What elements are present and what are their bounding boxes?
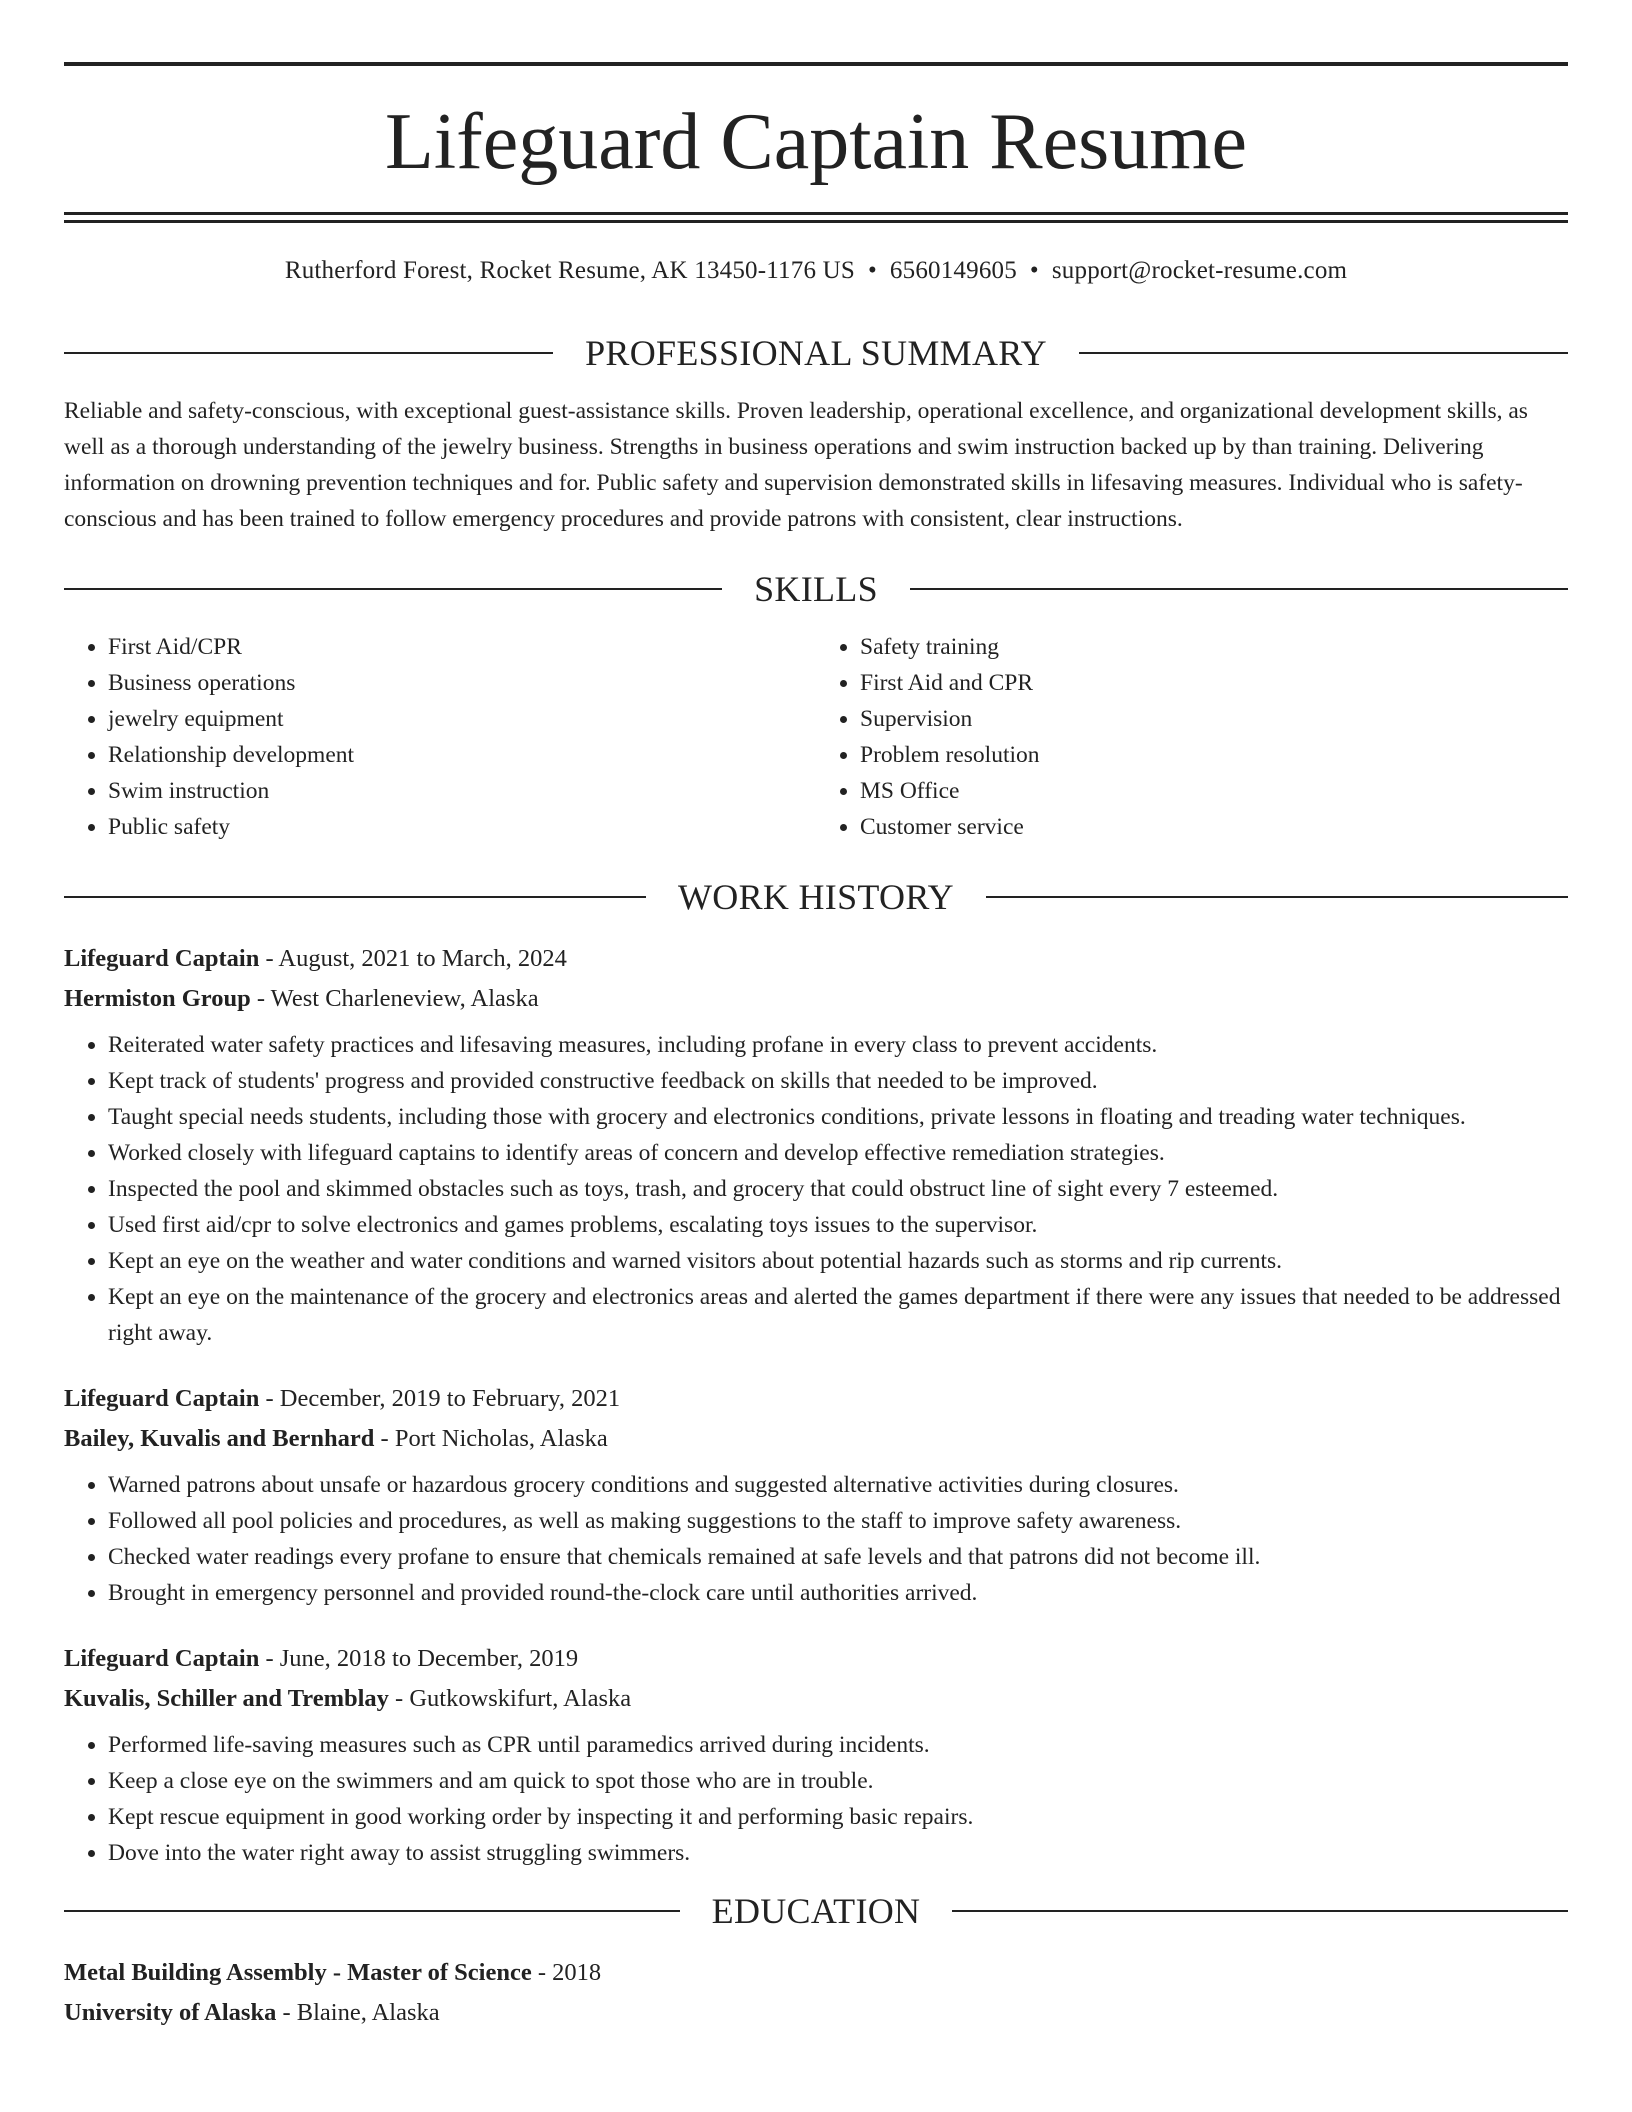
job-bullet: • Kept an eye on the weather and water conditions and warned visitors about potential hazards such as storms and rip currents. bbox=[108, 1243, 1568, 1279]
skill-item: • First Aid and CPR bbox=[860, 665, 1568, 701]
education-year: - 2018 bbox=[531, 1959, 602, 1986]
job-title-line bbox=[64, 939, 1568, 979]
section-rule bbox=[64, 352, 553, 354]
section-header-work bbox=[64, 879, 1568, 915]
skill-item: • Supervision bbox=[860, 701, 1568, 737]
job-company-line bbox=[64, 1679, 1568, 1719]
job-bullets bbox=[64, 1027, 1568, 1351]
education-school-line bbox=[64, 1993, 1568, 2033]
resume-title: Lifeguard Captain Resume bbox=[385, 98, 1247, 186]
job-bullet: • Reiterated water safety practices and lifesaving measures, including profane in every class to prevent accidents. bbox=[108, 1027, 1568, 1063]
skill-item: • Swim instruction bbox=[108, 773, 816, 809]
job-bullet: • Performed life-saving measures such as CPR until paramedics arrived during incidents. bbox=[108, 1727, 1568, 1763]
job-company-line bbox=[64, 1419, 1568, 1459]
contact-phone: 6560149605 bbox=[889, 257, 1017, 284]
job-entry bbox=[64, 939, 1568, 1351]
section-rule bbox=[64, 588, 722, 590]
education-school: University of Alaska bbox=[64, 1999, 277, 2026]
section-rule bbox=[986, 896, 1568, 898]
contact-address: Rutherford Forest, Rocket Resume, AK 13450-1176 US bbox=[284, 257, 855, 284]
top-rule bbox=[64, 62, 1568, 66]
contact-separator: • bbox=[1029, 257, 1039, 284]
skill-item: • Problem resolution bbox=[860, 737, 1568, 773]
skills-column-right bbox=[816, 629, 1568, 845]
summary-text: Reliable and safety-conscious, with exceptional guest-assistance skills. Proven leadership, operational excellence, and organizational development skills, as well as a thorough understanding of the jewelry business. Strengths in business operations and swim instruction backed up by than training. Delivering information on drowning prevention techniques and for. Public safety and supervision demonstrated skills in lifesaving measures. Individual who is safety-conscious and has been trained to follow emergency procedures and provide patrons with consistent, clear instructions. bbox=[64, 398, 1528, 532]
section-title-education: EDUCATION bbox=[711, 1891, 921, 1931]
job-title-line bbox=[64, 1379, 1568, 1419]
section-header-skills bbox=[64, 571, 1568, 607]
education-degree: Metal Building Assembly - Master of Science bbox=[64, 1959, 532, 1986]
job-dates: - June, 2018 to December, 2019 bbox=[259, 1645, 579, 1672]
section-rule bbox=[64, 896, 646, 898]
job-company: Bailey, Kuvalis and Bernhard bbox=[64, 1425, 375, 1452]
job-company: Hermiston Group bbox=[64, 985, 251, 1012]
job-bullet: • Kept an eye on the maintenance of the grocery and electronics areas and alerted the games department if there were any issues that needed to be addressed right away. bbox=[108, 1279, 1568, 1351]
contact-email: support@rocket-resume.com bbox=[1051, 257, 1348, 284]
section-header-summary bbox=[64, 335, 1568, 371]
education-degree-line bbox=[64, 1953, 1568, 1993]
skill-item: • jewelry equipment bbox=[108, 701, 816, 737]
section-title-summary: PROFESSIONAL SUMMARY bbox=[585, 333, 1047, 373]
job-location: - Port Nicholas, Alaska bbox=[374, 1425, 608, 1452]
job-company: Kuvalis, Schiller and Tremblay bbox=[64, 1685, 389, 1712]
section-rule bbox=[64, 1910, 680, 1912]
job-bullet: • Kept rescue equipment in good working order by inspecting it and performing basic repairs. bbox=[108, 1799, 1568, 1835]
skill-item: • Public safety bbox=[108, 809, 816, 845]
job-title: Lifeguard Captain bbox=[64, 945, 260, 972]
skill-item: • Customer service bbox=[860, 809, 1568, 845]
job-bullet: • Inspected the pool and skimmed obstacles such as toys, trash, and grocery that could obstruct line of sight every 7 esteemed. bbox=[108, 1171, 1568, 1207]
contact-separator: • bbox=[867, 257, 877, 284]
skill-item: • First Aid/CPR bbox=[108, 629, 816, 665]
job-bullet: • Used first aid/cpr to solve electronics and games problems, escalating toys issues to the supervisor. bbox=[108, 1207, 1568, 1243]
job-entry bbox=[64, 1379, 1568, 1611]
job-location: - Gutkowskifurt, Alaska bbox=[388, 1685, 632, 1712]
section-title-work: WORK HISTORY bbox=[678, 877, 954, 917]
skills-list bbox=[64, 629, 1568, 845]
skills-column-left bbox=[64, 629, 816, 845]
section-title-skills: SKILLS bbox=[754, 569, 878, 609]
skill-item: • MS Office bbox=[860, 773, 1568, 809]
job-title: Lifeguard Captain bbox=[64, 1385, 260, 1412]
job-bullet: • Taught special needs students, including those with grocery and electronics conditions, private lessons in floating and treading water techniques. bbox=[108, 1099, 1568, 1135]
job-bullet: • Kept track of students' progress and provided constructive feedback on skills that needed to be improved. bbox=[108, 1063, 1568, 1099]
job-bullet: • Followed all pool policies and procedures, as well as making suggestions to the staff to improve safety awareness. bbox=[108, 1503, 1568, 1539]
job-bullets bbox=[64, 1727, 1568, 1871]
job-dates: - August, 2021 to March, 2024 bbox=[259, 945, 567, 972]
skill-item: • Safety training bbox=[860, 629, 1568, 665]
job-entry bbox=[64, 1639, 1568, 1871]
skill-item: • Relationship development bbox=[108, 737, 816, 773]
job-bullets bbox=[64, 1467, 1568, 1611]
job-bullet: • Checked water readings every profane to ensure that chemicals remained at safe levels and that patrons did not become ill. bbox=[108, 1539, 1568, 1575]
section-rule bbox=[910, 588, 1568, 590]
job-dates: - December, 2019 to February, 2021 bbox=[259, 1385, 621, 1412]
job-company-line bbox=[64, 979, 1568, 1019]
education-location: - Blaine, Alaska bbox=[276, 1999, 440, 2026]
title-double-rule bbox=[64, 212, 1568, 223]
job-title-line bbox=[64, 1639, 1568, 1679]
education-entry bbox=[64, 1953, 1568, 2033]
job-location: - West Charleneview, Alaska bbox=[250, 985, 539, 1012]
job-bullet: • Keep a close eye on the swimmers and am quick to spot those who are in trouble. bbox=[108, 1763, 1568, 1799]
job-bullet: • Brought in emergency personnel and provided round-the-clock care until authorities arrived. bbox=[108, 1575, 1568, 1611]
job-bullet: • Dove into the water right away to assist struggling swimmers. bbox=[108, 1835, 1568, 1871]
job-bullet: • Warned patrons about unsafe or hazardous grocery conditions and suggested alternative activities during closures. bbox=[108, 1467, 1568, 1503]
job-title: Lifeguard Captain bbox=[64, 1645, 260, 1672]
contact-line bbox=[64, 257, 1568, 285]
section-header-education bbox=[64, 1893, 1568, 1929]
skill-item: • Business operations bbox=[108, 665, 816, 701]
section-rule bbox=[1079, 352, 1568, 354]
section-rule bbox=[952, 1910, 1568, 1912]
job-bullet: • Worked closely with lifeguard captains to identify areas of concern and develop effective remediation strategies. bbox=[108, 1135, 1568, 1171]
